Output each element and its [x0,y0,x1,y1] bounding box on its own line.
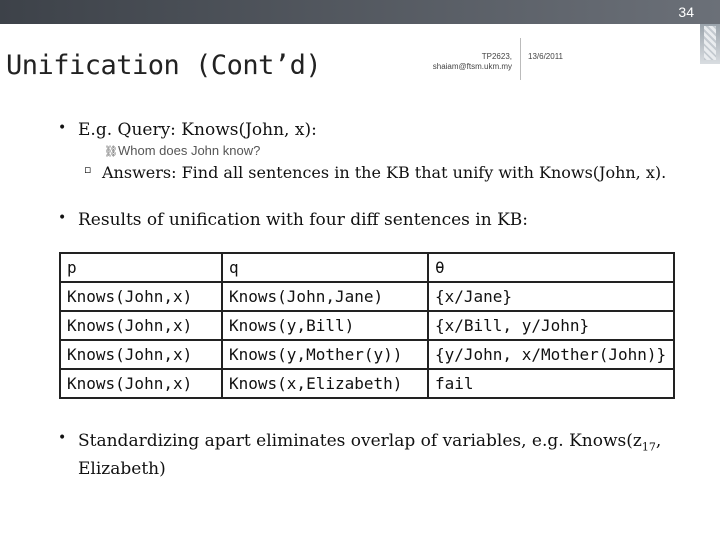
course-info [418,52,512,72]
table-row [60,311,674,340]
author-email: shaiam@ftsm.ukm.my [432,62,512,71]
course-code: TP2623, [481,52,512,61]
cell-q: Knows(y,Bill) [222,311,428,340]
bullet-standardizing-text [78,430,661,480]
decorative-sidebar [700,24,720,64]
bullet-icon: • [58,210,67,226]
bullet-results-text: Results of unification with four diff sentences in KB: [78,210,529,230]
unification-table [59,252,675,399]
bullet-query-text: E.g. Query: Knows(John, x): [78,120,317,140]
slide-header-bar [0,0,720,24]
subscript-17: 17 [641,440,656,454]
header-q: q [222,253,428,282]
cell-p: Knows(John,x) [60,311,222,340]
sub-bullet-answers-text: Answers: Find all sentences in the KB that unify with Knows(John, x). [102,163,667,182]
bullet-icon: • [58,120,67,136]
cell-p: Knows(John,x) [60,282,222,311]
standardizing-line-2: Elizabeth) [78,459,166,480]
slide-number: 34 [678,4,694,20]
sub-bullet-whom-text: Whom does John know? [117,143,261,158]
cell-p: Knows(John,x) [60,369,222,398]
cell-p: Knows(John,x) [60,340,222,369]
table-row [60,369,674,398]
cell-q: Knows(John,Jane) [222,282,428,311]
cell-theta: fail [428,369,674,398]
standardizing-line-1: Standardizing apart eliminates overlap of variables, e.g. Knows(z [78,431,642,451]
table-row [60,282,674,311]
cell-theta: {y/John, x/Mother(John)} [428,340,674,369]
cell-theta: {x/Jane} [428,282,674,311]
standardizing-comma: , [655,431,662,451]
cell-q: Knows(x,Elizabeth) [222,369,428,398]
meta-divider [520,38,521,80]
slide-title: Unification (Cont’d) [6,50,322,81]
header-p: p [60,253,222,282]
slide-date: 13/6/2011 [528,52,563,61]
header-theta: θ [428,253,674,282]
square-bullet-icon: ▫ [84,163,92,176]
cell-q: Knows(y,Mother(y)) [222,340,428,369]
chain-link-icon: ⛓ [104,146,118,158]
bullet-icon: • [58,430,67,446]
sub-bullet-whom [104,143,260,158]
cell-theta: {x/Bill, y/John} [428,311,674,340]
table-row [60,340,674,369]
table-header-row [60,253,674,282]
